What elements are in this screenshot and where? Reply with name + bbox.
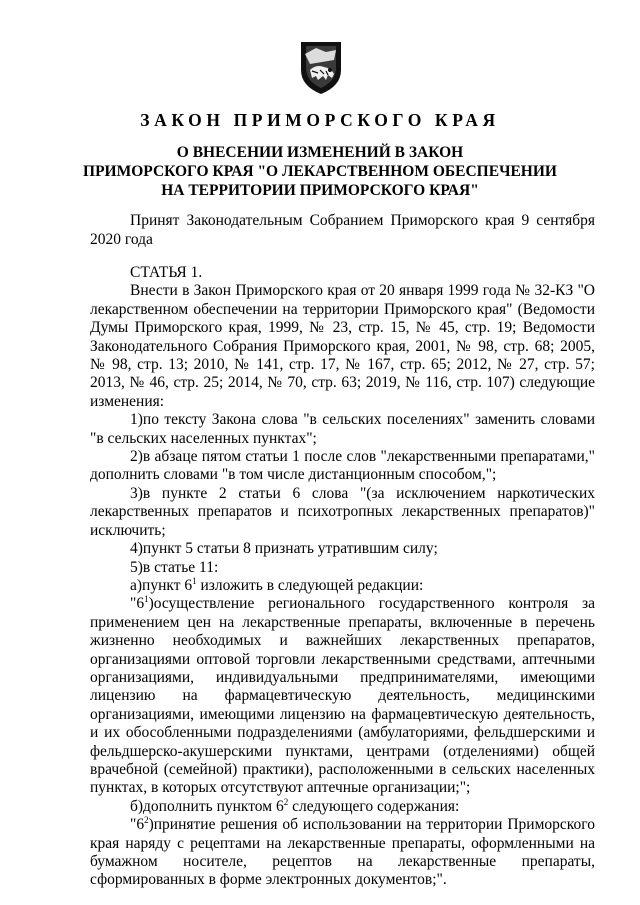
amendment-item-2: 2)в абзаце пятом статьи 1 после слов "лекарственными препаратами," дополнить словами "в том числе дистанционным способом,"; [90,448,595,484]
law-subtitle [60,143,580,200]
quoted-text-6-1: "$6^1)осуществление$ регионального государственного контроля за применением цен на лекарственные препараты, включенные в перечень жизненно необходимых и важнейших лекарственных препаратов, организациями оптовой торговли лекарственными средствами, аптечными организациями, индивидуальными предпринимателями, имеющими лицензию на фармацевтическую деятельность, медицинскими организациями, имеющими лицензию на фармацевтическую деятельность, и их обособленными подразделениями (амбулаториями, фельдшерскими и фельдшерско-акушерскими пунктами, центрами (отделениями) общей врачебной (семейной) практики), расположенными в сельских населенных пунктах, в которых отсутствуют аптечные организации;"; [90,594,595,797]
article-intro: Внести в Закон Приморского края от 20 января 1999 года № 32-КЗ "О лекарственном обеспечении на территории Приморского края" (Ведомости Думы Приморского края, 1999, № 23, стр. 15, № 45, стр. 19; Ведомости Законодательного Собрания Приморского края, 2001, № 98, стр. 68; 2005, № 98, стр. 13; 2010, № 141, стр. 17, № 167, стр. 65; 2012, № 27, стр. 57; 2013, № 46, стр. 25; 2014, № 70, стр. 63; 2019, № 116, стр. 107) следующие изменения: [90,282,595,410]
amendment-item-5: 5)в статье 11: [130,558,219,576]
coat-of-arms-icon [298,40,344,96]
article-body [90,264,595,890]
amendment-item-3: 3)в пункте 2 статьи 6 слова "(за исключением наркотических лекарственных препаратов и психотропных лекарственных препаратов)" исключить; [90,484,595,539]
subtitle-line: О ВНЕСЕНИИ ИЗМЕНЕНИЙ В ЗАКОН [176,144,464,161]
law-title: ЗАКОН ПРИМОРСКОГО КРАЯ [140,110,500,130]
amendment-item-5a: а)пункт $6^1$ изложить в следующей редакции: [130,575,424,594]
subtitle-line: НА ТЕРРИТОРИИ ПРИМОРСКОГО КРАЯ" [161,182,479,199]
amendment-item-4: 4)пункт 5 статьи 8 признать утратившим силу; [130,540,438,558]
adoption-statement: Принят Законодательным Собранием Приморского края 9 сентября 2020 года [90,212,595,248]
article-heading: СТАТЬЯ 1. [130,264,203,281]
amendment-item-1: 1)по тексту Закона слова "в сельских поселениях" заменить словами "в сельских населенных пунктах"; [90,411,595,447]
quoted-text-6-2: "$6^2)принятие$ решения об использовании на территории Приморского края наряду с рецептами на лекарственные препараты, оформленными на бумажном носителе, рецептов на лекарственные препараты, сформированных в форме электронных документов;". [90,815,595,889]
amendment-item-5b: б)дополнить пунктом $6^2$ следующего содержания: [130,796,460,815]
subtitle-line: ПРИМОРСКОГО КРАЯ "О ЛЕКАРСТВЕННОМ ОБЕСПЕЧЕНИИ [83,163,557,180]
